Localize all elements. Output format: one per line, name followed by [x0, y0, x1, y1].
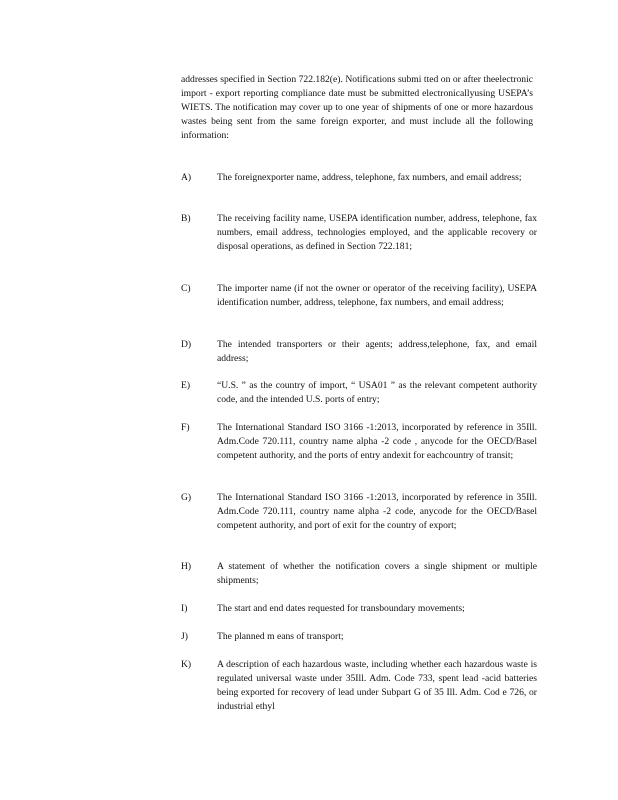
item-label: G)	[181, 492, 192, 503]
item-label: D)	[181, 339, 192, 350]
item-text: A description of each hazardous waste, including whether each hazardous waste is regulated universal waste under 35Ill. Adm. Code 733, spent lead -acid batteries being exported for recovery of lead under Subpart G of 35 Ill. Adm. Cod e 726, or industrial ethyl	[217, 659, 537, 712]
item-label: H)	[181, 561, 192, 572]
item-text: The importer name (if not the owner or operator of the receiving facility), USEPA identification number, address, telephone, fax numbers, and email address;	[217, 283, 537, 308]
item-label: C)	[181, 283, 191, 294]
item-label: K)	[181, 659, 192, 670]
item-text: The International Standard ISO 3166 -1:2013, incorporated by reference in 35Ill. Adm.Code 720.111, country name alpha -2 code, anycode for the OECD/Basel competent authority, and port of exit for the country of export;	[217, 492, 537, 531]
item-text: The intended transporters or their agents; address,telephone, fax, and email address;	[217, 339, 537, 364]
item-label: J)	[181, 631, 188, 642]
item-label: E)	[181, 380, 191, 391]
item-text: The International Standard ISO 3166 -1:2013, incorporated by reference in 35Ill. Adm.Code 720.111, country name alpha -2 code , anycode for the OECD/Basel competent authority, and the ports of entry andexit for eachcountry of transit;	[217, 422, 537, 461]
item-text: “U.S. ” as the country of import, “ USA01 ” as the relevant competent authority code, and the intended U.S. ports of entry;	[217, 380, 537, 405]
item-label: F)	[181, 422, 190, 433]
item-text: The start and end dates requested for transboundary movements;	[217, 603, 465, 614]
item-label: A)	[181, 172, 192, 183]
item-label: I)	[181, 603, 188, 614]
item-label: B)	[181, 213, 191, 224]
item-text: The planned m eans of transport;	[217, 631, 344, 642]
intro-paragraph: addresses specified in Section 722.182(e). Notifications submi tted on or after theelectronic import - export reporting compliance date must be submitted electronicallyusing USEPA’s WIETS. The notification may cover up to one year of shipments of one or more hazardous wastes being sent from the same foreign exporter, and must include all the following information:	[181, 74, 533, 141]
item-text: The receiving facility name, USEPA identification number, address, telephone, fax numbers, email address, technologies employed, and the applicable recovery or disposal operations, as defined in Section 722.181;	[217, 213, 537, 252]
item-text: A statement of whether the notification covers a single shipment or multiple shipments;	[217, 561, 537, 586]
item-text: The foreignexporter name, address, telephone, fax numbers, and email address;	[217, 172, 522, 183]
